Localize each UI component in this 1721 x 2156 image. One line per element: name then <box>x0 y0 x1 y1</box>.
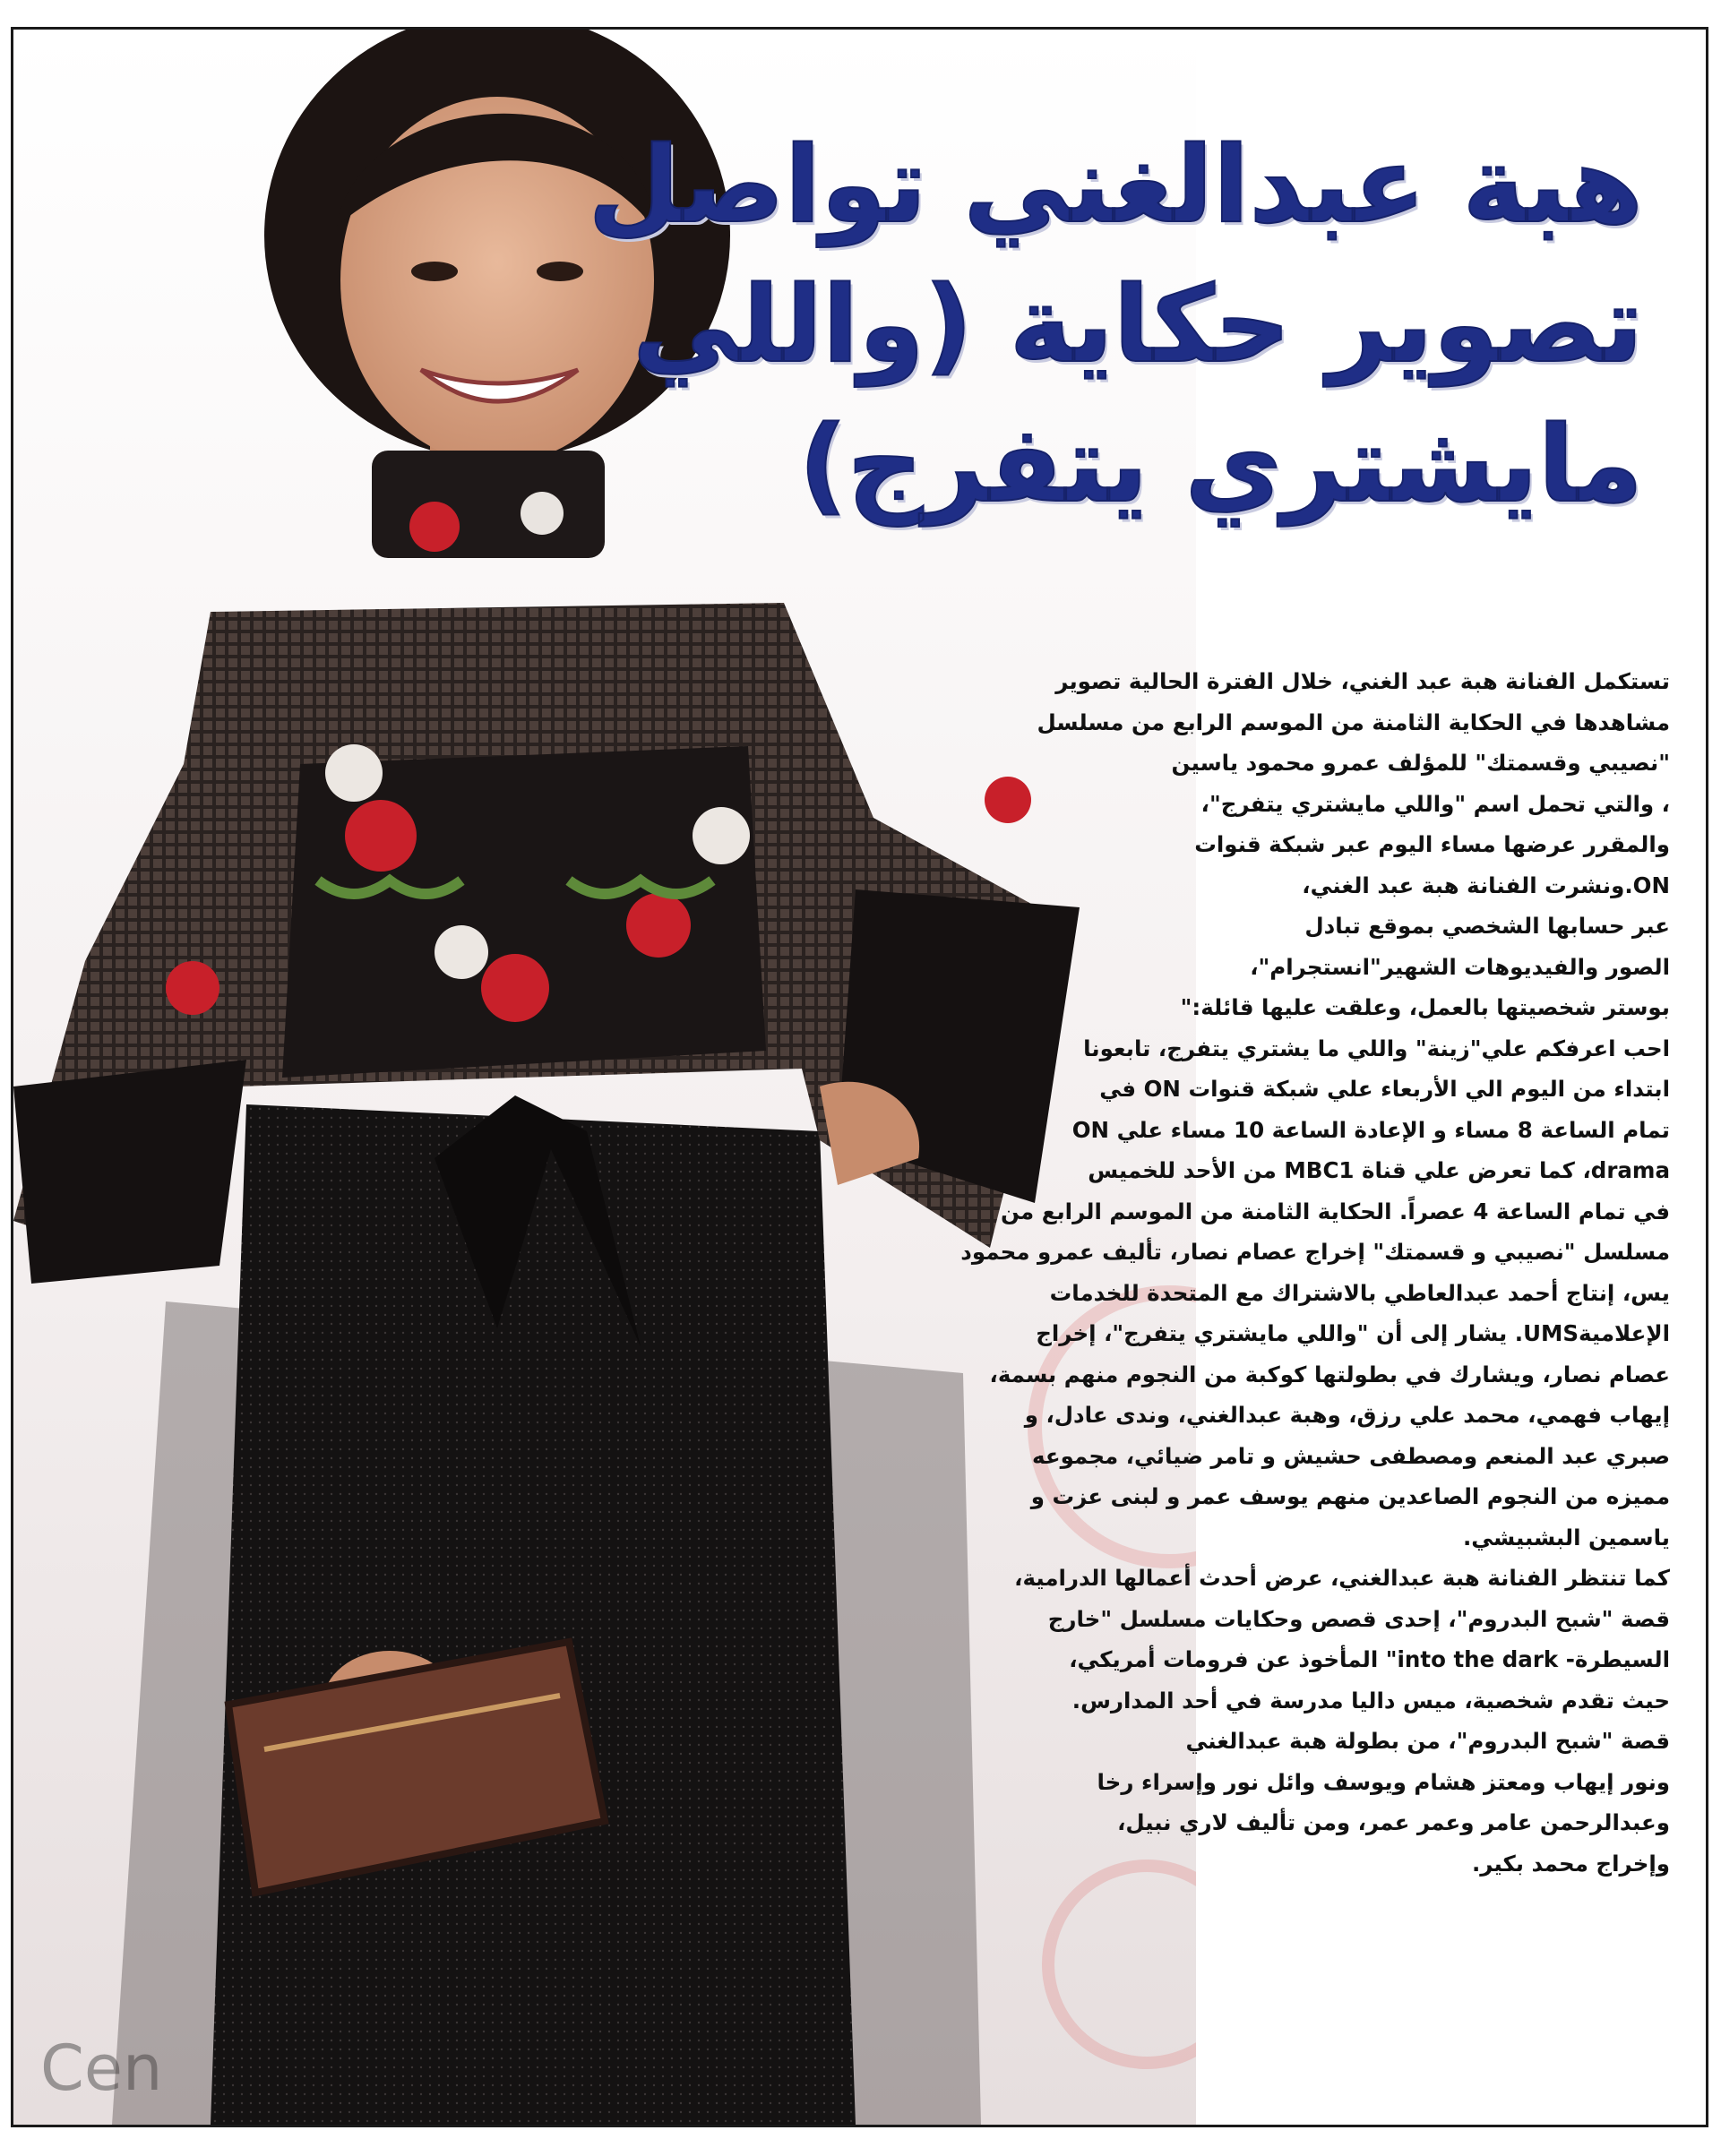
headline-line-3: مايشتري يتفرج) <box>798 402 1643 526</box>
newspaper-page <box>11 27 1708 2127</box>
body-line: مميزه من النجوم الصاعدين منهم يوسف عمر و لبنى عزت و <box>1030 1483 1670 1509</box>
body-line: مشاهدها في الحكاية الثامنة من الموسم الرابع من مسلسل <box>1037 709 1670 735</box>
body-line: الإعلاميةUMS. يشار إلى أن "واللي مايشتري يتفرج"، إخراج <box>1036 1320 1670 1346</box>
body-line: قصة "شبح البدروم"، إحدى قصص وحكايات مسلسل "خارج <box>1047 1605 1670 1632</box>
body-line: وعبدالرحمن عامر وعمر عمر، ومن تأليف لاري نبيل، <box>1117 1809 1670 1835</box>
body-line: في تمام الساعة 4 عصراً. الحكاية الثامنة من الموسم الرابع من <box>1000 1198 1670 1224</box>
body-line: صبري عبد المنعم ومصطفى حشيش و تامر ضيائي، مجموعه <box>1031 1442 1670 1469</box>
body-line: عصام نصار، ويشارك في بطولتها كوكبة من النجوم منهم بسمة، <box>989 1361 1670 1387</box>
body-line: السيطرة- into the dark" المأخوذ عن فرومات أمريكي، <box>1069 1646 1670 1672</box>
body-line: ON.ونشرت الفنانة هبة عبد الغني، <box>1302 872 1670 898</box>
headline-line-2: تصوير حكاية (واللي <box>632 262 1643 386</box>
body-line: يس، إنتاج أحمد عبدالعاطي بالاشتراك مع المتحدة للخدمات <box>1049 1279 1670 1306</box>
article-headline <box>588 115 1643 534</box>
headline-line-1: هبة عبدالغني تواصل <box>588 123 1643 246</box>
body-line: عبر حسابها الشخصي بموقع تبادل <box>1304 913 1670 939</box>
body-line: drama، كما تعرض علي قناة MBC1 من الأحد للخميس <box>1088 1157 1670 1183</box>
body-line: كما تنتظر الفنانة هبة عبدالغني، عرض أحدث أعمالها الدرامية، <box>1014 1565 1670 1591</box>
body-line: ، والتي تحمل اسم "واللي مايشتري يتفرج"، <box>1200 790 1670 817</box>
body-line: وإخراج محمد بكير. <box>1471 1850 1670 1877</box>
body-line: مسلسل "نصيبي و قسمتك" إخراج عصام نصار، تأليف عمرو محمود <box>960 1239 1670 1265</box>
body-line: إيهاب فهمي، محمد علي رزق، وهبة عبدالغني، وندى عادل، و <box>1024 1402 1670 1428</box>
background-banner-text: Cen <box>40 2031 163 2105</box>
article-body <box>935 661 1670 1884</box>
body-line: قصة "شبح البدروم"، من بطولة هبة عبدالغني <box>1185 1728 1670 1754</box>
body-line: تمام الساعة 8 مساء و الإعادة الساعة 10 مساء علي ON <box>1071 1116 1670 1143</box>
body-line: بوستر شخصيتها بالعمل، وعلقت عليها قائلة:" <box>1180 994 1670 1020</box>
body-line: "نصيبي وقسمتك" للمؤلف عمرو محمود ياسين <box>1171 750 1670 776</box>
body-line: احب اعرفكم علي"زينة" واللي ما يشتري يتفرج، تابعونا <box>1083 1035 1670 1061</box>
body-line: ياسمين البشبيشي. <box>1462 1524 1670 1550</box>
body-line: حيث تقدم شخصية، ميس داليا مدرسة في أحد المدارس. <box>1071 1687 1670 1714</box>
body-line: تستكمل الفنانة هبة عبد الغني، خلال الفترة الحالية تصوير <box>1055 668 1670 694</box>
body-line: ابتداء من اليوم الي الأربعاء علي شبكة قنوات ON في <box>1099 1076 1670 1102</box>
body-line: والمقرر عرضها مساء اليوم عبر شبكة قنوات <box>1194 831 1670 857</box>
body-line: الصور والفيديوهات الشهير"انستجرام"، <box>1250 953 1670 980</box>
body-line: ونور إيهاب ومعتز هشام ويوسف وائل نور وإسراء رخا <box>1097 1768 1670 1795</box>
